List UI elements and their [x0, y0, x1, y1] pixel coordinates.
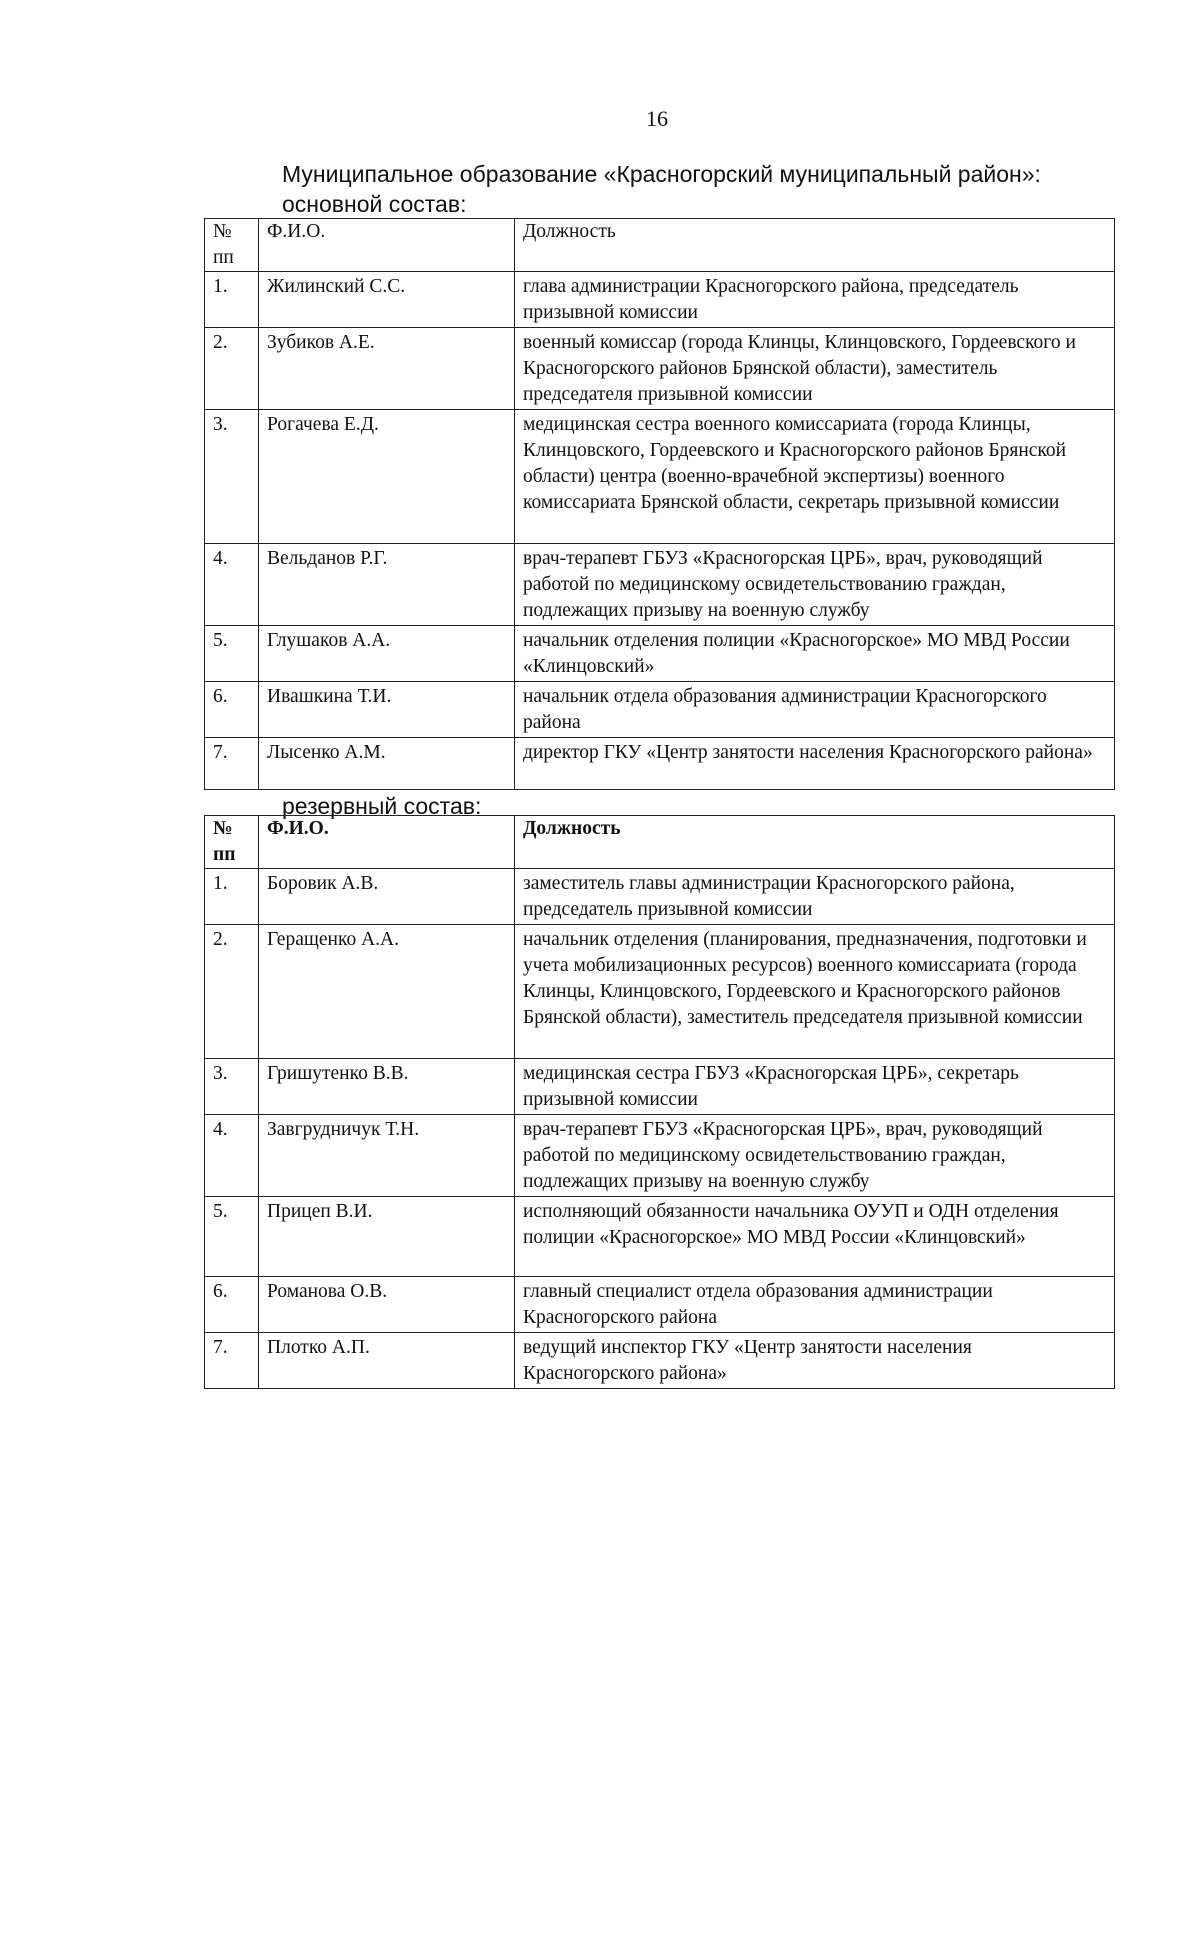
table-row — [205, 1333, 1115, 1389]
table-row — [205, 738, 1115, 790]
row-name: Геращенко А.А. — [259, 925, 515, 1059]
table-row — [205, 925, 1115, 1059]
row-position: начальник отдела образования администрации Красногорского района — [515, 682, 1115, 738]
row-number: 4. — [205, 544, 259, 626]
row-position: главный специалист отдела образования администрации Красногорского района — [515, 1277, 1115, 1333]
table-row — [205, 272, 1115, 328]
column-header-name: Ф.И.О. — [259, 816, 515, 869]
table-row — [205, 1277, 1115, 1333]
row-position: врач-терапевт ГБУЗ «Красногорская ЦРБ», врач, руководящий работой по медицинскому освидетельствованию граждан, подлежащих призыву на военную службу — [515, 1115, 1115, 1197]
row-position: директор ГКУ «Центр занятости населения Красногорского района» — [515, 738, 1115, 790]
row-number: 1. — [205, 869, 259, 925]
row-number: 5. — [205, 1197, 259, 1277]
table-row — [205, 410, 1115, 544]
row-number: 7. — [205, 1333, 259, 1389]
row-name: Рогачева Е.Д. — [259, 410, 515, 544]
table-header-row — [205, 219, 1115, 272]
row-name: Ивашкина Т.И. — [259, 682, 515, 738]
row-position: глава администрации Красногорского района, председатель призывной комиссии — [515, 272, 1115, 328]
table-row — [205, 682, 1115, 738]
table-row — [205, 869, 1115, 925]
reserve-section-label: резервный состав: — [282, 793, 482, 819]
row-name: Плотко А.П. — [259, 1333, 515, 1389]
row-number: 1. — [205, 272, 259, 328]
main-roster-table — [204, 218, 1115, 790]
reserve-roster-table — [204, 815, 1115, 1389]
row-name: Романова О.В. — [259, 1277, 515, 1333]
row-name: Зубиков А.Е. — [259, 328, 515, 410]
row-position: заместитель главы администрации Красногорского района, председатель призывной комиссии — [515, 869, 1115, 925]
row-name: Завгрудничук Т.Н. — [259, 1115, 515, 1197]
row-number: 3. — [205, 410, 259, 544]
row-number: 6. — [205, 1277, 259, 1333]
row-name: Глушаков А.А. — [259, 626, 515, 682]
table-row — [205, 544, 1115, 626]
row-name: Гришутенко В.В. — [259, 1059, 515, 1115]
table-row — [205, 1197, 1115, 1277]
row-name: Вельданов Р.Г. — [259, 544, 515, 626]
row-name: Лысенко А.М. — [259, 738, 515, 790]
row-position: ведущий инспектор ГКУ «Центр занятости населения Красногорского района» — [515, 1333, 1115, 1389]
table-header-row — [205, 816, 1115, 869]
row-number: 4. — [205, 1115, 259, 1197]
row-name: Боровик А.В. — [259, 869, 515, 925]
row-name: Прицеп В.И. — [259, 1197, 515, 1277]
row-position: начальник отделения (планирования, предназначения, подготовки и учета мобилизационных ресурсов) военного комиссариата (города Клинцы, Клинцовского, Гордеевского и Красногорского районов Брянской области), заместитель председателя призывной комиссии — [515, 925, 1115, 1059]
document-title: Муниципальное образование «Красногорский муниципальный район»: — [282, 161, 1041, 187]
row-position: медицинская сестра военного комиссариата (города Клинцы, Клинцовского, Гордеевского и Красногорского районов Брянской области) центра (военно-врачебной экспертизы) военного комиссариата Брянской области, секретарь призывной комиссии — [515, 410, 1115, 544]
page-number: 16 — [646, 106, 668, 131]
row-number: 2. — [205, 925, 259, 1059]
table-row — [205, 1115, 1115, 1197]
row-number: 7. — [205, 738, 259, 790]
column-header-name: Ф.И.О. — [259, 219, 515, 272]
row-number: 3. — [205, 1059, 259, 1115]
row-number: 5. — [205, 626, 259, 682]
table-row — [205, 1059, 1115, 1115]
column-header-position: Должность — [515, 816, 1115, 869]
row-number: 2. — [205, 328, 259, 410]
column-header-number: № пп — [205, 219, 259, 272]
row-number: 6. — [205, 682, 259, 738]
column-header-position: Должность — [515, 219, 1115, 272]
row-name: Жилинский С.С. — [259, 272, 515, 328]
row-position: начальник отделения полиции «Красногорское» МО МВД России «Клинцовский» — [515, 626, 1115, 682]
row-position: медицинская сестра ГБУЗ «Красногорская ЦРБ», секретарь призывной комиссии — [515, 1059, 1115, 1115]
row-position: военный комиссар (города Клинцы, Клинцовского, Гордеевского и Красногорского районов Брянской области), заместитель председателя призывной комиссии — [515, 328, 1115, 410]
table-row — [205, 626, 1115, 682]
row-position: врач-терапевт ГБУЗ «Красногорская ЦРБ», врач, руководящий работой по медицинскому освидетельствованию граждан, подлежащих призыву на военную службу — [515, 544, 1115, 626]
table-row — [205, 328, 1115, 410]
column-header-number: № пп — [205, 816, 259, 869]
row-position: исполняющий обязанности начальника ОУУП и ОДН отделения полиции «Красногорское» МО МВД России «Клинцовский» — [515, 1197, 1115, 1277]
main-section-label: основной состав: — [282, 191, 467, 217]
